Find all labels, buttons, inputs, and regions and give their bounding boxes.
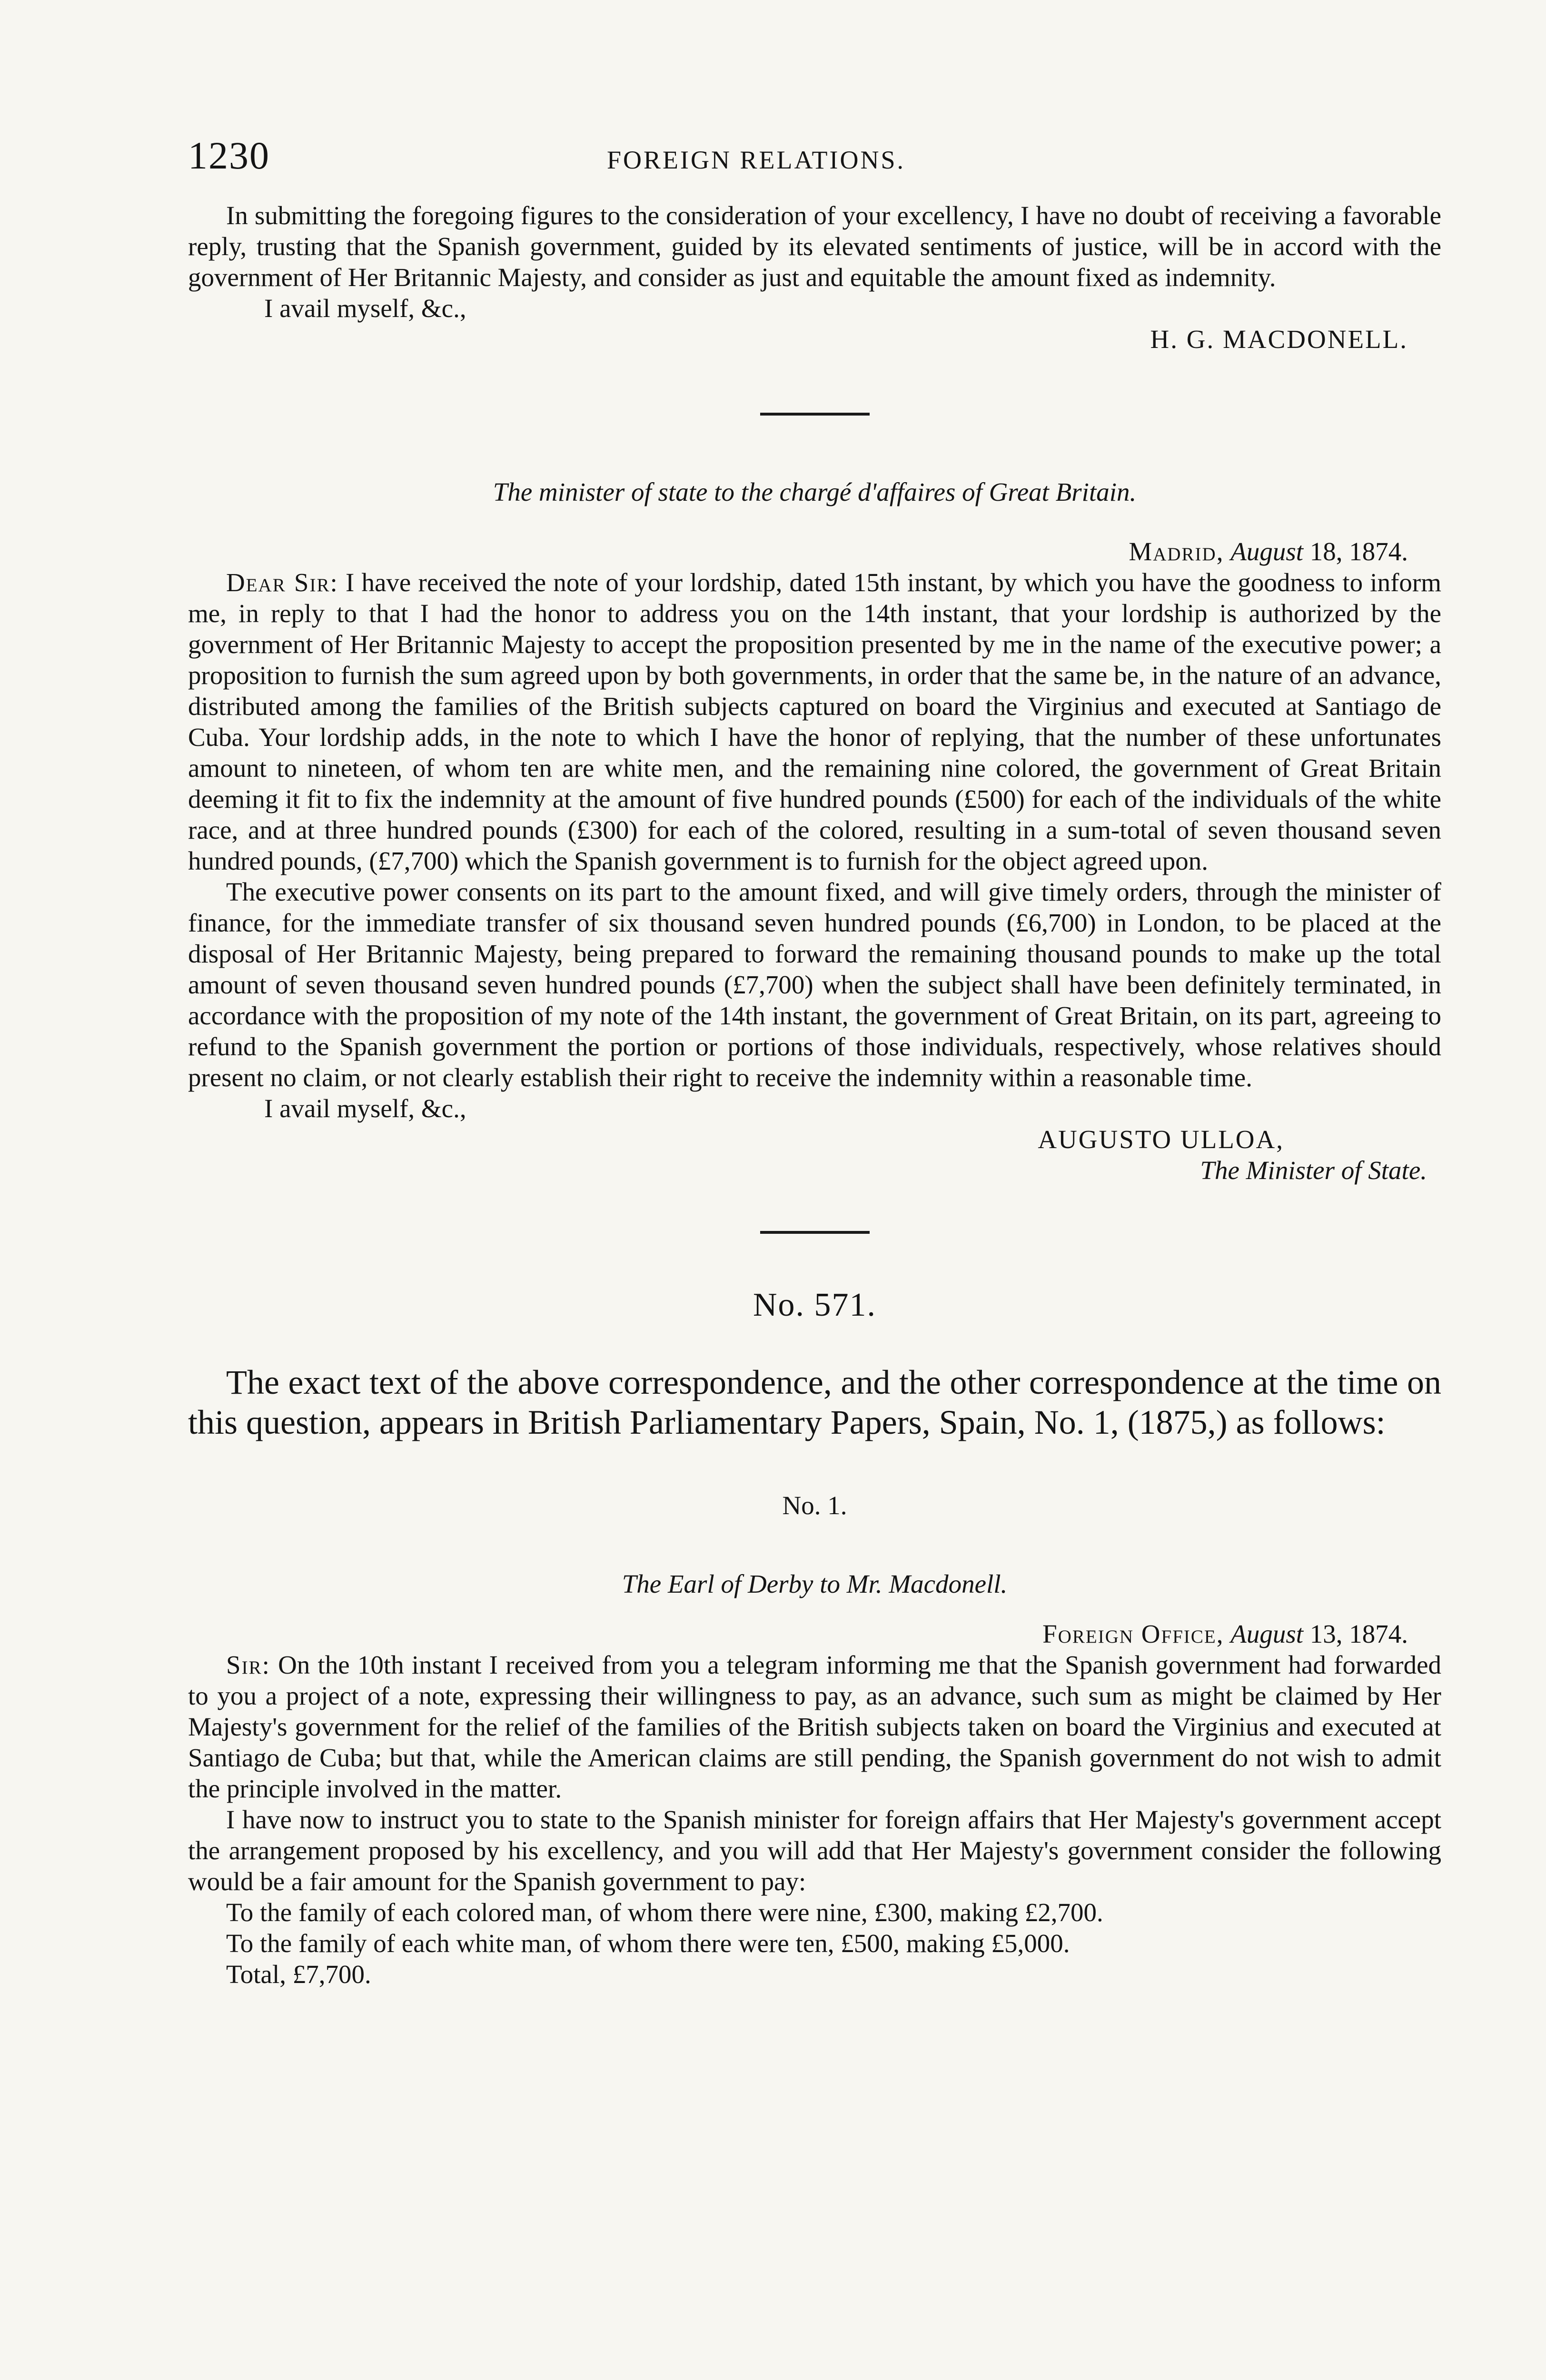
letter3-place: Foreign Office, (1042, 1619, 1224, 1648)
section-intro: The exact text of the above correspondence, and the other correspondence at the time on this question, appears in British Parliamentary Papers, Spain, No. 1, (1875,) as follows: (188, 1363, 1441, 1441)
letter2-salutation: Dear Sir: (226, 568, 338, 597)
letter2-paragraph1 (188, 567, 1441, 876)
letter2-place: Madrid, (1129, 537, 1224, 566)
running-title: FOREIGN RELATIONS. (607, 146, 906, 174)
letter3-number: No. 1. (782, 1491, 847, 1520)
letter3-line-colored: To the family of each colored man, of whom there were nine, £300, making £2,700. (226, 1898, 1103, 1927)
letter1-signature: H. G. MACDONELL. (1150, 325, 1408, 354)
letter3-line-white: To the family of each white man, of whom there were ten, £500, making £5,000. (226, 1929, 1070, 1958)
page-number: 1230 (188, 134, 270, 177)
letter2-signature-title: The Minister of State. (1200, 1156, 1427, 1185)
page-header (188, 133, 1441, 190)
letter2-month: August (1230, 537, 1303, 566)
letter3-date: 13, 1874. (1303, 1619, 1408, 1648)
letter3-dateline (188, 1618, 1408, 1649)
letter3-total: Total, £7,700. (226, 1960, 371, 1989)
letter1-paragraph: In submitting the foregoing figures to the consideration of your excellency, I have no doubt of receiving a favorable reply, trusting that the Spanish government, guided by its elevated sentiments of justice, will be in accord with the government of Her Britannic Majesty, and consider as just and equitable the amount fixed as indemnity. (188, 201, 1441, 292)
letter2-date: 18, 1874. (1303, 537, 1408, 566)
letter3-paragraph1 (188, 1649, 1441, 1804)
letter2-heading: The minister of state to the chargé d'affaires of Great Britain. (493, 477, 1137, 506)
letter2-dateline (188, 536, 1408, 567)
letter2-paragraph1-text: I have received the note of your lordship, dated 15th instant, by which you have the goodness to inform me, in reply to that I had the honor to address you on the 14th instant, that your lordship is authorized by the government of Her Britannic Majesty to accept the proposition presented by me in the name of the executive power; a proposition to furnish the sum agreed upon by both governments, in order that the same be, in the nature of an advance, distributed among the families of the British subjects captured on board the Virginius and executed at Santiago de Cuba. Your lordship adds, in the note to which I have the honor of replying, that the number of these unfortunates amount to nineteen, of whom ten are white men, and the remaining nine colored, the government of Great Britain deeming it fit to fix the indemnity at the amount of five hundred pounds (£500) for each of the individuals of the white race, and at three hundred pounds (£300) for each of the colored, resulting in a sum-total of seven thousand seven hundred pounds, (£7,700) which the Spanish government is to furnish for the object agreed upon. (188, 568, 1441, 875)
letter2-paragraph2: The executive power consents on its part to the amount fixed, and will give timely orders, through the minister of finance, for the immediate transfer of six thousand seven hundred pounds (£6,700) in London, to be placed at the disposal of Her Britannic Majesty, being prepared to forward the remaining thousand pounds to make up the total amount of seven thousand seven hundred pounds (£7,700) when the subject shall have been definitely terminated, in accordance with the proposition of my note of the 14th instant, the government of Great Britain, on its part, agreeing to refund to the Spanish government the portion or portions of those individuals, respectively, whose relatives should present no claim, or not clearly establish their right to receive the indemnity within a reasonable time. (188, 877, 1441, 1092)
section-number: No. 571. (753, 1287, 877, 1323)
letter3-paragraph1-text: On the 10th instant I received from you a telegram informing me that the Spanish government had forwarded to you a project of a note, expressing their willingness to pay, as an advance, such sum as might be claimed by Her Majesty's government for the relief of the families of the British subjects taken on board the Virginius and executed at Santiago de Cuba; but that, while the American claims are still pending, the Spanish government do not wish to admit the principle involved in the matter. (188, 1650, 1441, 1803)
letter3-month: August (1230, 1619, 1303, 1648)
letter2-closing: I avail myself, &c., (264, 1094, 466, 1123)
letter1-closing: I avail myself, &c., (264, 294, 466, 323)
letter2-signature: AUGUSTO ULLOA, (1038, 1125, 1284, 1154)
letter3-paragraph2: I have now to instruct you to state to the Spanish minister for foreign affairs that Her Majesty's government accept the arrangement proposed by his excellency, and you will add that Her Majesty's government consider the following would be a fair amount for the Spanish government to pay: (188, 1805, 1441, 1896)
letter3-heading: The Earl of Derby to Mr. Macdonell. (622, 1569, 1008, 1598)
letter3-salutation: Sir: (226, 1650, 270, 1679)
